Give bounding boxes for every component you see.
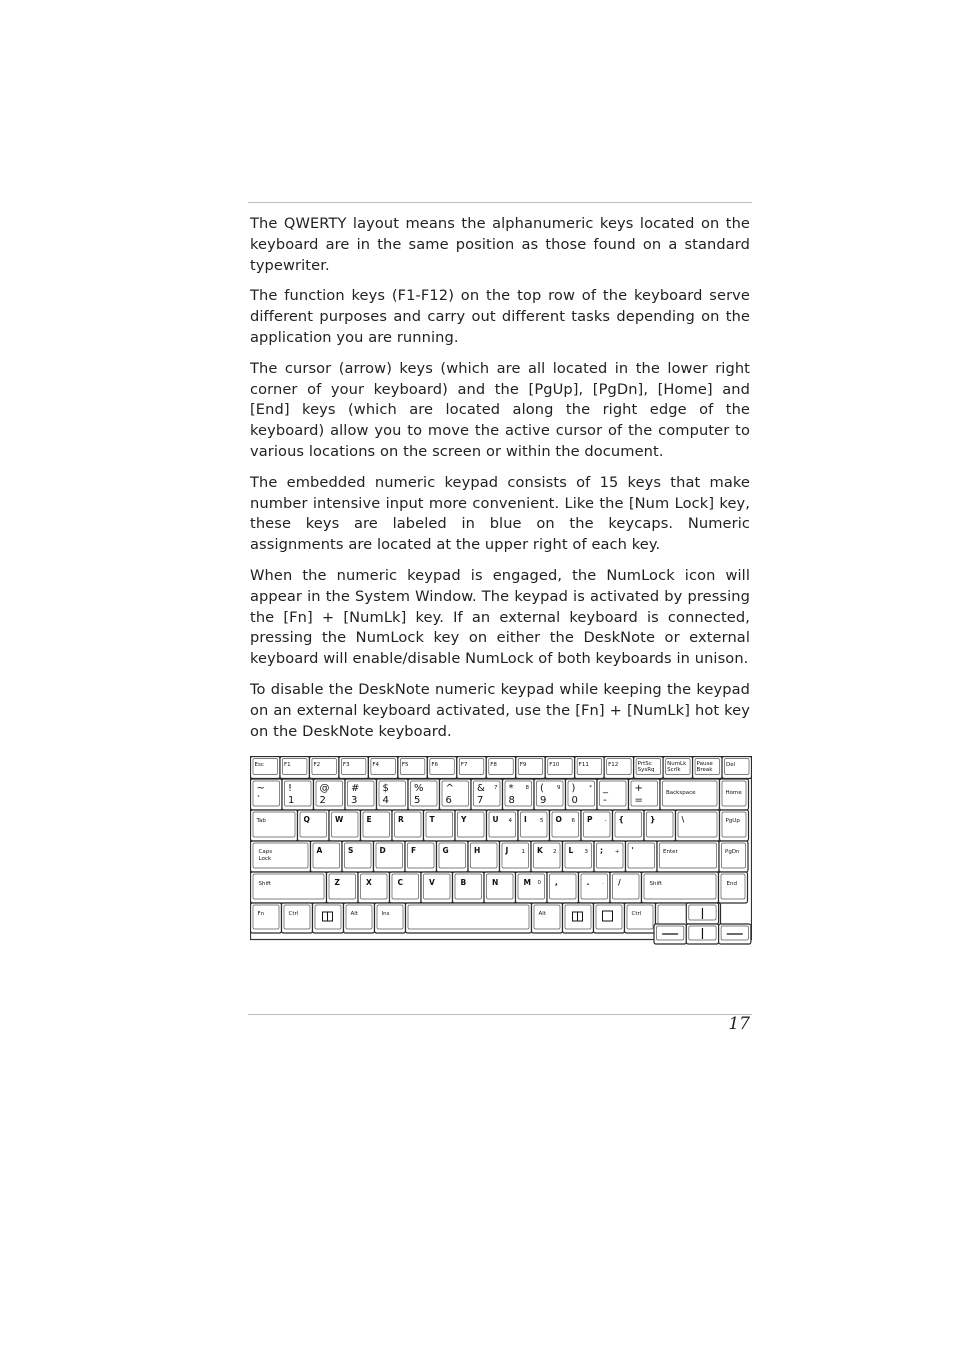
key-label: Break: [696, 767, 713, 773]
key-z-x-2: [358, 872, 390, 903]
key-label: *: [508, 783, 514, 794]
key-label: Fn: [257, 911, 265, 917]
key-label: 4: [382, 795, 389, 806]
paragraph: When the numeric keypad is engaged, the NumLock icon will appear in the System Window. The keypad is activated by pressing the [Fn] + [NumLk] key. If an external keyboard is connected, pressing the NumLock key on either the DeskNote or external keyboard will enable/disable NumLock of both keyboards in unison.: [250, 566, 750, 668]
key-z-end-12: [719, 872, 748, 903]
key-label: I: [524, 815, 527, 824]
key-label: O: [555, 815, 562, 824]
key-label: }: [650, 815, 656, 824]
key-z-sym-8: [547, 872, 579, 903]
key-label: F3: [342, 762, 350, 768]
key-bottom-ctrl-9: [625, 903, 656, 933]
key-down-arrow: [686, 924, 718, 944]
key-label: 3: [351, 795, 358, 806]
key-a-sym: [626, 841, 658, 872]
keyboard-svg: [250, 756, 752, 954]
key-label: A: [316, 846, 323, 855]
key-label: T: [429, 815, 435, 824]
key-a-l: [563, 841, 595, 872]
key-a-caps-lock: [251, 841, 311, 872]
key-label: B: [460, 878, 467, 887]
key-f10: [545, 757, 574, 779]
key-bottom-alt-3: [344, 903, 375, 933]
key-a-f: [405, 841, 437, 872]
key-f6: [427, 757, 456, 779]
key-a-g: [437, 841, 469, 872]
key-z-sym-10: [610, 872, 642, 903]
key-prtsc-sysrq: [634, 757, 663, 779]
key-q-i: [518, 810, 550, 841]
key-label: `: [256, 795, 262, 806]
key-label: L: [568, 846, 574, 855]
key-pause-break: [693, 757, 722, 779]
key-bottom-space-5: [406, 903, 532, 933]
key-label: .: [602, 880, 604, 886]
key-label: 0: [571, 795, 578, 806]
key-num-sym: [629, 779, 661, 810]
key-label: F2: [313, 762, 321, 768]
key-label: ;: [600, 846, 603, 855]
key-label: 5: [414, 795, 421, 806]
key-bottom-alt-6: [532, 903, 563, 933]
key-label: U: [492, 815, 499, 824]
key-q-q: [298, 810, 330, 841]
key-label: K: [537, 846, 543, 855]
key-label: PrtSc: [637, 761, 652, 767]
key-label: Ins: [381, 911, 390, 917]
key-label: 8: [525, 785, 529, 791]
key-f1: [280, 757, 309, 779]
key-label: /: [618, 878, 621, 887]
key-label: E: [366, 815, 372, 824]
key-bottom-fn-0: [251, 903, 282, 933]
key-label: .: [586, 878, 590, 887]
key-label: Backspace: [666, 790, 696, 796]
key-f4: [368, 757, 397, 779]
paragraph: The cursor (arrow) keys (which are all located in the lower right corner of your keyboard) and the [PgUp], [PgDn], [Home] and [End] keys (which are located along the right edge of the keyboard) allow you to move the active cursor of the computer to various locations on the screen or within the document.: [250, 359, 750, 460]
key-label: F4: [372, 762, 380, 768]
key-label: F1: [283, 762, 291, 768]
key-q-w: [329, 810, 361, 841]
key-label: Z: [334, 878, 340, 887]
key-label: J: [505, 846, 509, 855]
key-label: 2: [553, 849, 557, 855]
paragraph: The function keys (F1-F12) on the top row of the keyboard serve different purposes and carry out different tasks depending on the application you are running.: [250, 287, 750, 346]
key-label: %: [414, 783, 424, 794]
key-label: ): [571, 783, 576, 794]
key-label: Tab: [256, 818, 266, 824]
key-label: F9: [519, 762, 527, 768]
key-label: #: [351, 783, 360, 794]
key-label: Pause: [696, 761, 713, 767]
key-q-u: [487, 810, 519, 841]
key-label: N: [492, 878, 499, 887]
key-bottom-menu-icon-8: [594, 903, 625, 933]
key-label: 1: [288, 795, 295, 806]
key-z-m-7: [516, 872, 548, 903]
key-label: !: [288, 783, 293, 794]
key-label: -: [604, 818, 607, 824]
key-f7: [457, 757, 486, 779]
bottom-rule: [248, 1014, 752, 1015]
paragraph: The QWERTY layout means the alphanumeric keys located on the keyboard are in the same position as those found on a standard typewriter.: [250, 215, 750, 274]
key-z-shift-0: [251, 872, 327, 903]
key-label: F8: [490, 762, 497, 768]
key-a-d: [374, 841, 406, 872]
key-label: F: [411, 846, 417, 855]
key-q-r: [392, 810, 424, 841]
keyboard-illustration: [250, 756, 752, 954]
key-q-pgup: [720, 810, 749, 841]
key-q-tab: [251, 810, 298, 841]
key-label: +: [614, 849, 620, 855]
key-f3: [339, 757, 368, 779]
key-label: D: [379, 846, 386, 855]
key-num-sym: [440, 779, 472, 810]
key-q-sym: [644, 810, 676, 841]
key-label: (: [540, 783, 544, 794]
key-a-j: [500, 841, 532, 872]
key-label: 2: [319, 795, 326, 806]
key-label: =: [634, 795, 643, 806]
key-q-sym: [613, 810, 645, 841]
key-label: F12: [608, 762, 619, 768]
key-label: Caps: [258, 849, 273, 855]
key-label: H: [474, 846, 481, 855]
key-num-sym: [566, 779, 598, 810]
key-label: 5: [540, 818, 544, 824]
key-bottom-win-icon-2: [313, 903, 344, 933]
key-num-backspace: [660, 779, 720, 810]
key-label: +: [634, 783, 643, 794]
key-q-sym: [676, 810, 720, 841]
key-f12: [604, 757, 633, 779]
key-label: 6: [571, 818, 575, 824]
key-label: Shift: [649, 881, 663, 887]
key-label: R: [398, 815, 404, 824]
key-label: \: [681, 815, 685, 824]
key-label: 7: [477, 795, 484, 806]
key-label: Alt: [538, 911, 546, 917]
key-q-e: [361, 810, 393, 841]
key-label: ': [631, 846, 634, 855]
key-num-home: [720, 779, 749, 810]
top-rule: [248, 202, 752, 203]
key-z-shift-11: [642, 872, 719, 903]
key-z-c-3: [390, 872, 422, 903]
key-num-sym: [503, 779, 535, 810]
body-text: [250, 214, 750, 752]
key-label: 3: [584, 849, 588, 855]
key-f5: [398, 757, 427, 779]
key-num-sym: [345, 779, 377, 810]
key-z-z-1: [327, 872, 359, 903]
key-label: Home: [725, 790, 742, 796]
key-num-sym: [377, 779, 409, 810]
key-z-b-5: [453, 872, 485, 903]
key-z-sym-9: [579, 872, 611, 903]
key-label: -: [603, 795, 607, 806]
key-q-y: [455, 810, 487, 841]
key-label: 1: [521, 849, 525, 855]
key-label: *: [589, 785, 592, 791]
key-label: _: [603, 783, 608, 794]
key-f11: [575, 757, 604, 779]
key-label: ^: [445, 783, 454, 794]
key-label: PgUp: [725, 818, 740, 824]
key-label: Esc: [254, 762, 264, 768]
key-label: Enter: [663, 849, 678, 855]
key-label: {: [618, 815, 624, 824]
key-a-s: [342, 841, 374, 872]
key-f2: [309, 757, 338, 779]
key-label: 8: [508, 795, 515, 806]
key-a-sym: [594, 841, 626, 872]
key-a-a: [311, 841, 343, 872]
key-label: ~: [256, 783, 265, 794]
key-num-sym: [314, 779, 346, 810]
key-bottom-ctrl-1: [282, 903, 313, 933]
key-num-sym: [408, 779, 440, 810]
key-label: V: [429, 878, 435, 887]
key-label: C: [397, 878, 404, 887]
key-label: F7: [460, 762, 468, 768]
key-label: Lock: [258, 856, 272, 862]
key-label: PgDn: [725, 849, 740, 855]
page-number: 17: [728, 1014, 750, 1034]
key-label: Alt: [350, 911, 358, 917]
key-label: F5: [401, 762, 409, 768]
key-q-t: [424, 810, 456, 841]
key-label: M: [523, 878, 531, 887]
key-bottom-ins-4: [375, 903, 406, 933]
key-num-sym: [534, 779, 566, 810]
key-label: F6: [431, 762, 438, 768]
key-q-p: [581, 810, 613, 841]
key-numlk-scrlk: [663, 757, 692, 779]
key-label: &: [477, 783, 485, 794]
key-label: Ctrl: [288, 911, 299, 917]
key-label: F10: [549, 762, 560, 768]
key-label: @: [319, 783, 330, 794]
paragraph: The embedded numeric keypad consists of 15 keys that make number intensive input more convenient. Like the [Num Lock] key, these keys are labeled in blue on the keycaps. Numeric assignments are located at the upper right of each key.: [250, 473, 750, 554]
key-num-sym: [471, 779, 503, 810]
key-q-o: [550, 810, 582, 841]
key-label: 4: [508, 818, 512, 824]
key-label: G: [442, 846, 449, 855]
key-label: $: [382, 783, 389, 794]
key-label: Scrlk: [667, 767, 681, 773]
key-label: Shift: [258, 881, 272, 887]
key-left-arrow: [654, 924, 686, 944]
key-label: Q: [303, 815, 310, 824]
key-label: 9: [557, 785, 561, 791]
key-num-sym: [282, 779, 314, 810]
key-z-v-4: [421, 872, 453, 903]
key-num-sym: [597, 779, 629, 810]
key-a-h: [468, 841, 500, 872]
key-z-n-6: [484, 872, 516, 903]
key-label: S: [348, 846, 354, 855]
key-right-arrow: [719, 924, 751, 944]
key-label: SysRq: [637, 767, 655, 773]
key-bottom-win-icon-7: [563, 903, 594, 933]
key-label: Y: [461, 815, 467, 824]
key-del: [722, 757, 751, 779]
key-a-pgdn: [719, 841, 748, 872]
key-a-enter: [657, 841, 719, 872]
key-label: F11: [578, 762, 589, 768]
key-label: Ctrl: [631, 911, 642, 917]
key-f8: [486, 757, 515, 779]
key-label: ,: [555, 878, 558, 887]
key-label: P: [587, 815, 593, 824]
key-label: NumLk: [667, 761, 687, 767]
key-label: 0: [537, 880, 541, 886]
key-esc: [251, 757, 280, 779]
key-label: X: [366, 878, 372, 887]
key-a-k: [531, 841, 563, 872]
paragraph: To disable the DeskNote numeric keypad while keeping the keypad on an external keyboard activated, use the [Fn] + [NumLk] hot key on the DeskNote keyboard.: [250, 680, 750, 740]
key-num-sym: [251, 779, 283, 810]
key-up-arrow: [686, 903, 718, 924]
key-f9: [516, 757, 545, 779]
key-label: 7: [494, 785, 498, 791]
key-label: 6: [445, 795, 452, 806]
key-label: W: [335, 815, 344, 824]
key-label: 9: [540, 795, 547, 806]
key-label: End: [726, 881, 737, 887]
key-label: Del: [726, 762, 736, 768]
